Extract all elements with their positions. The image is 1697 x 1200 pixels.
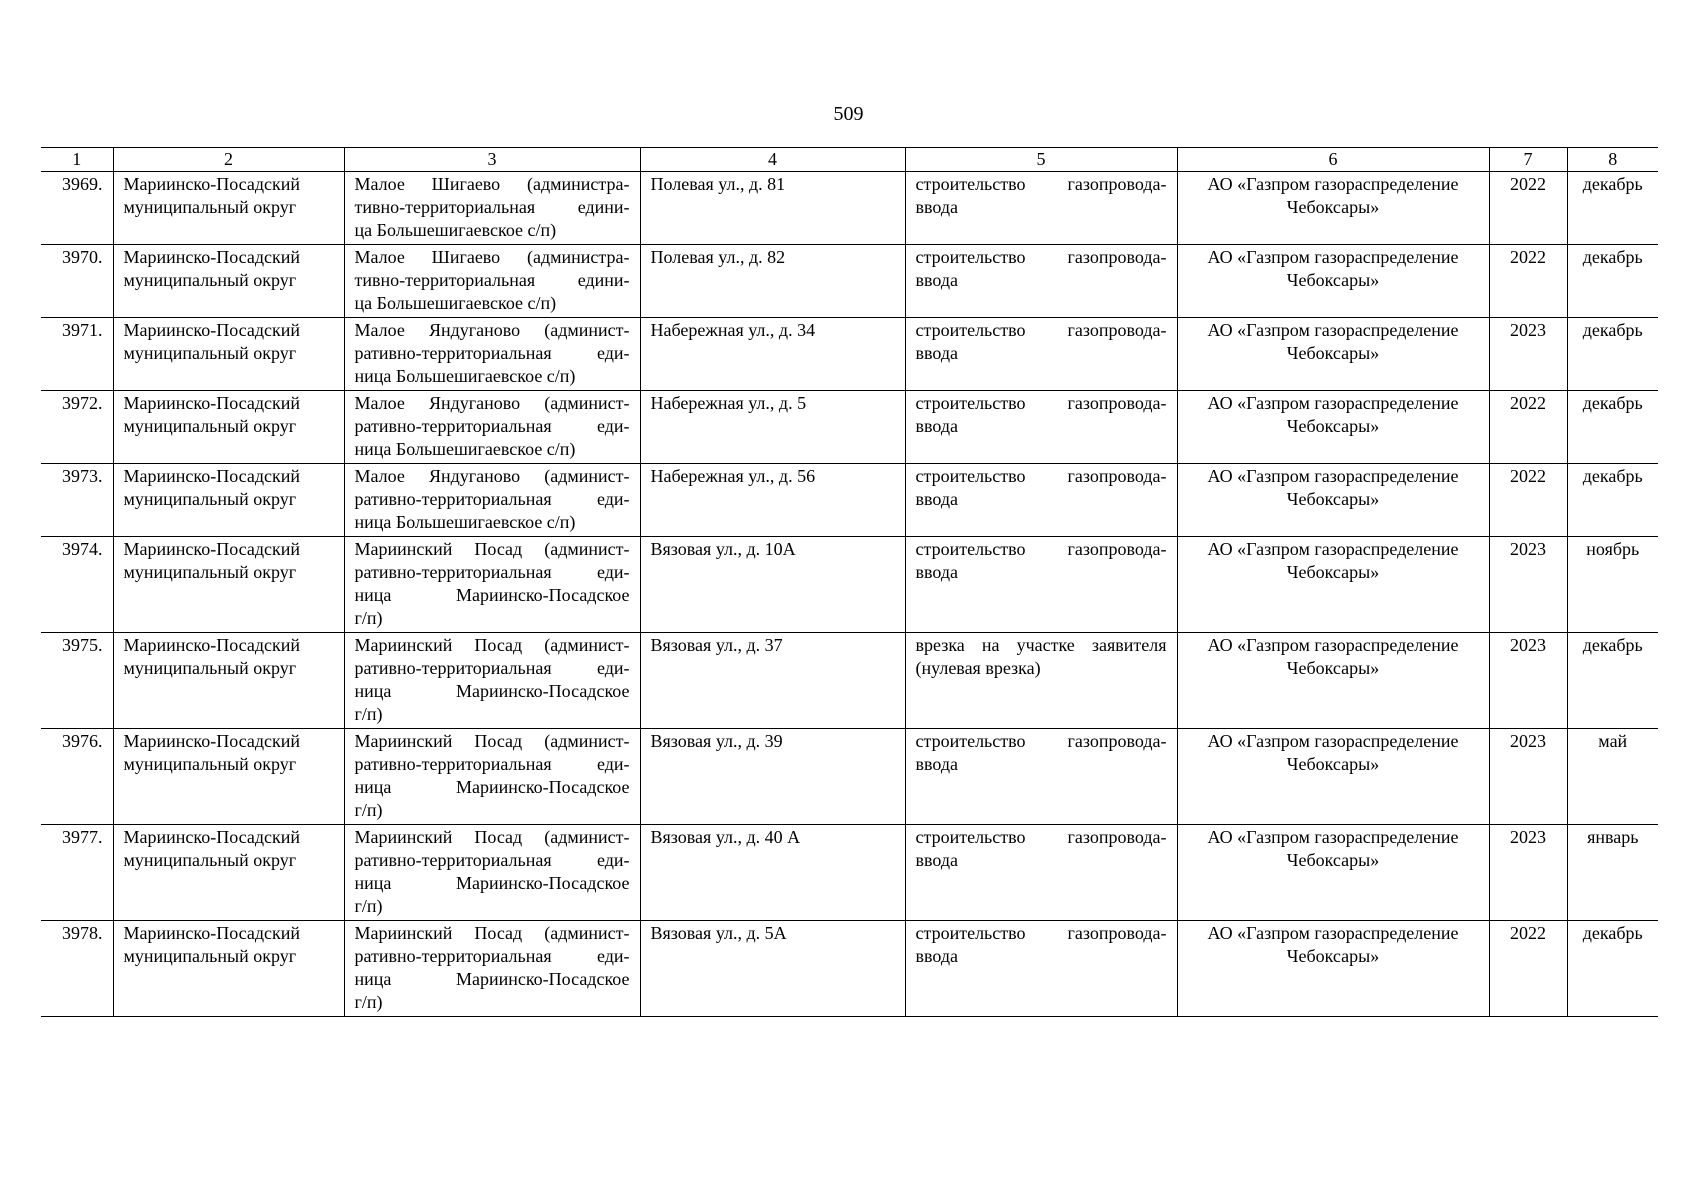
district-cell (113, 921, 344, 1017)
year-cell: 2023 (1489, 633, 1567, 729)
work-line: строительство газопровода- (915, 174, 1167, 194)
locality-cell (344, 245, 640, 318)
district-lines (124, 634, 334, 680)
row-number: 3976. (41, 729, 113, 825)
locality-lines (355, 538, 630, 630)
district-cell (113, 825, 344, 921)
month-cell: декабрь (1567, 172, 1658, 245)
address-cell: Вязовая ул., д. 39 (640, 729, 905, 825)
district-cell (113, 172, 344, 245)
work-line: строительство газопровода- (915, 247, 1167, 267)
district-line: Мариинско-Посадский (123, 393, 301, 413)
work-line: строительство газопровода- (915, 393, 1167, 413)
year-cell: 2023 (1489, 729, 1567, 825)
work-line: ввода (915, 850, 959, 870)
org-line: Чебоксары» (1286, 754, 1380, 774)
locality-line: ца Большешигаевское с/п) (354, 220, 557, 240)
column-header: 2 (113, 148, 344, 172)
locality-line: ница Мариинско-Посадское (354, 969, 630, 989)
gas-connection-table (41, 147, 1658, 1017)
district-line: муниципальный округ (123, 850, 297, 870)
district-lines (124, 730, 334, 776)
district-lines (124, 173, 334, 219)
work-line: строительство газопровода- (915, 320, 1167, 340)
work-lines (916, 634, 1167, 680)
locality-cell (344, 825, 640, 921)
work-line: ввода (915, 197, 959, 217)
org-line: АО «Газпром газораспределение (1207, 320, 1459, 340)
page-number: 509 (833, 103, 864, 125)
table-row (41, 537, 1658, 633)
address-cell: Вязовая ул., д. 5А (640, 921, 905, 1017)
district-line: Мариинско-Посадский (123, 539, 301, 559)
locality-lines (355, 730, 630, 822)
year-cell: 2022 (1489, 245, 1567, 318)
district-line: муниципальный округ (123, 754, 297, 774)
work-line: строительство газопровода- (915, 466, 1167, 486)
org-line: АО «Газпром газораспределение (1207, 393, 1459, 413)
district-line: Мариинско-Посадский (123, 827, 301, 847)
district-lines (124, 319, 334, 365)
address-cell: Набережная ул., д. 56 (640, 464, 905, 537)
district-line: муниципальный округ (123, 270, 297, 290)
locality-line: ница Большешигаевское с/п) (354, 439, 576, 459)
column-header: 4 (640, 148, 905, 172)
district-line: Мариинско-Посадский (123, 174, 301, 194)
table-row (41, 921, 1658, 1017)
work-line: ввода (915, 416, 959, 436)
org-line: Чебоксары» (1286, 343, 1380, 363)
year-cell: 2022 (1489, 172, 1567, 245)
district-lines (124, 826, 334, 872)
locality-line: ративно-территориальная еди- (354, 850, 630, 870)
locality-line: Малое Яндуганово (админист- (354, 320, 630, 340)
locality-line: ративно-территориальная еди- (354, 416, 630, 436)
org-line: АО «Газпром газораспределение (1207, 539, 1459, 559)
district-lines (124, 465, 334, 511)
work-lines (916, 538, 1167, 584)
address-cell: Вязовая ул., д. 40 А (640, 825, 905, 921)
work-line: ввода (915, 754, 959, 774)
org-lines (1188, 826, 1479, 872)
work-line: ввода (915, 946, 959, 966)
table-row (41, 633, 1658, 729)
row-number: 3972. (41, 391, 113, 464)
row-number: 3974. (41, 537, 113, 633)
column-header: 1 (41, 148, 113, 172)
work-line: строительство газопровода- (915, 923, 1167, 943)
org-line: АО «Газпром газораспределение (1207, 635, 1459, 655)
district-line: муниципальный округ (123, 416, 297, 436)
district-line: Мариинско-Посадский (123, 247, 301, 267)
table-row (41, 729, 1658, 825)
district-lines (124, 392, 334, 438)
locality-line: ница Мариинско-Посадское (354, 585, 630, 605)
locality-lines (355, 922, 630, 1014)
district-line: Мариинско-Посадский (123, 320, 301, 340)
work-type-cell (905, 921, 1177, 1017)
work-type-cell (905, 245, 1177, 318)
year-cell: 2023 (1489, 318, 1567, 391)
locality-cell (344, 537, 640, 633)
address-cell: Набережная ул., д. 34 (640, 318, 905, 391)
locality-line: г/п) (354, 992, 383, 1012)
locality-lines (355, 634, 630, 726)
organization-cell (1177, 921, 1489, 1017)
month-cell: декабрь (1567, 921, 1658, 1017)
district-lines (124, 538, 334, 584)
district-cell (113, 633, 344, 729)
work-type-cell (905, 729, 1177, 825)
work-lines (916, 319, 1167, 365)
row-number: 3970. (41, 245, 113, 318)
work-type-cell (905, 825, 1177, 921)
month-cell: декабрь (1567, 633, 1658, 729)
org-line: Чебоксары» (1286, 270, 1380, 290)
district-line: муниципальный округ (123, 343, 297, 363)
locality-line: ница Мариинско-Посадское (354, 777, 630, 797)
locality-line: тивно-территориальная едини- (354, 197, 630, 217)
locality-line: ница Мариинско-Посадское (354, 873, 630, 893)
org-lines (1188, 730, 1479, 776)
work-lines (916, 826, 1167, 872)
locality-line: г/п) (354, 608, 383, 628)
org-lines (1188, 173, 1479, 219)
org-line: Чебоксары» (1286, 658, 1380, 678)
locality-cell (344, 464, 640, 537)
org-lines (1188, 634, 1479, 680)
row-number: 3978. (41, 921, 113, 1017)
work-type-cell (905, 318, 1177, 391)
work-type-cell (905, 172, 1177, 245)
org-lines (1188, 922, 1479, 968)
locality-line: Мариинский Посад (админист- (354, 539, 630, 559)
locality-line: ница Большешигаевское с/п) (354, 366, 576, 386)
work-lines (916, 173, 1167, 219)
locality-line: Мариинский Посад (админист- (354, 827, 630, 847)
org-line: Чебоксары» (1286, 850, 1380, 870)
org-line: АО «Газпром газораспределение (1207, 466, 1459, 486)
locality-line: г/п) (354, 896, 383, 916)
org-lines (1188, 319, 1479, 365)
address-cell: Полевая ул., д. 81 (640, 172, 905, 245)
organization-cell (1177, 172, 1489, 245)
locality-line: ративно-территориальная еди- (354, 658, 630, 678)
locality-line: г/п) (354, 800, 383, 820)
locality-cell (344, 172, 640, 245)
row-number: 3975. (41, 633, 113, 729)
org-lines (1188, 465, 1479, 511)
organization-cell (1177, 318, 1489, 391)
month-cell: январь (1567, 825, 1658, 921)
district-line: муниципальный округ (123, 197, 297, 217)
year-cell: 2023 (1489, 537, 1567, 633)
district-cell (113, 245, 344, 318)
year-cell: 2022 (1489, 464, 1567, 537)
table-row (41, 464, 1658, 537)
locality-line: Мариинский Посад (админист- (354, 635, 630, 655)
table-row (41, 391, 1658, 464)
locality-line: г/п) (354, 704, 383, 724)
column-header: 5 (905, 148, 1177, 172)
locality-line: ница Большешигаевское с/п) (354, 512, 576, 532)
year-cell: 2023 (1489, 825, 1567, 921)
locality-cell (344, 318, 640, 391)
locality-line: Мариинский Посад (админист- (354, 731, 630, 751)
column-header: 7 (1489, 148, 1567, 172)
district-line: Мариинско-Посадский (123, 635, 301, 655)
organization-cell (1177, 391, 1489, 464)
locality-lines (355, 392, 630, 461)
column-header: 3 (344, 148, 640, 172)
org-line: Чебоксары» (1286, 946, 1380, 966)
work-type-cell (905, 633, 1177, 729)
work-lines (916, 465, 1167, 511)
district-cell (113, 391, 344, 464)
locality-lines (355, 465, 630, 534)
org-line: Чебоксары» (1286, 562, 1380, 582)
work-type-cell (905, 537, 1177, 633)
row-number: 3977. (41, 825, 113, 921)
work-lines (916, 922, 1167, 968)
org-line: АО «Газпром газораспределение (1207, 923, 1459, 943)
locality-line: Мариинский Посад (админист- (354, 923, 630, 943)
district-cell (113, 318, 344, 391)
organization-cell (1177, 245, 1489, 318)
work-type-cell (905, 391, 1177, 464)
locality-line: ница Мариинско-Посадское (354, 681, 630, 701)
year-cell: 2022 (1489, 391, 1567, 464)
table-body (41, 172, 1658, 1017)
address-cell: Полевая ул., д. 82 (640, 245, 905, 318)
locality-lines (355, 826, 630, 918)
org-line: Чебоксары» (1286, 197, 1380, 217)
locality-line: ративно-территориальная еди- (354, 946, 630, 966)
year-cell: 2022 (1489, 921, 1567, 1017)
organization-cell (1177, 729, 1489, 825)
organization-cell (1177, 825, 1489, 921)
work-line: строительство газопровода- (915, 731, 1167, 751)
locality-lines (355, 173, 630, 242)
work-line: ввода (915, 270, 959, 290)
month-cell: май (1567, 729, 1658, 825)
locality-lines (355, 246, 630, 315)
district-line: муниципальный округ (123, 489, 297, 509)
district-lines (124, 922, 334, 968)
column-header: 8 (1567, 148, 1658, 172)
org-lines (1188, 538, 1479, 584)
district-cell (113, 464, 344, 537)
locality-line: ца Большешигаевское с/п) (354, 293, 557, 313)
locality-lines (355, 319, 630, 388)
row-number: 3969. (41, 172, 113, 245)
locality-cell (344, 921, 640, 1017)
work-line: ввода (915, 343, 959, 363)
locality-line: Малое Шигаево (администра- (354, 247, 630, 267)
district-cell (113, 537, 344, 633)
table-row (41, 172, 1658, 245)
org-lines (1188, 246, 1479, 292)
locality-line: ративно-территориальная еди- (354, 489, 630, 509)
row-number: 3973. (41, 464, 113, 537)
work-line: строительство газопровода- (915, 827, 1167, 847)
table-row (41, 245, 1658, 318)
org-lines (1188, 392, 1479, 438)
org-line: АО «Газпром газораспределение (1207, 731, 1459, 751)
locality-line: ративно-территориальная еди- (354, 562, 630, 582)
work-line: строительство газопровода- (915, 539, 1167, 559)
district-lines (124, 246, 334, 292)
table-row (41, 825, 1658, 921)
district-line: муниципальный округ (123, 658, 297, 678)
work-line: врезка на участке заявителя (915, 635, 1167, 655)
district-cell (113, 729, 344, 825)
district-line: Мариинско-Посадский (123, 466, 301, 486)
locality-line: ративно-территориальная еди- (354, 343, 630, 363)
table-row (41, 318, 1658, 391)
month-cell: декабрь (1567, 245, 1658, 318)
locality-cell (344, 391, 640, 464)
locality-cell (344, 729, 640, 825)
locality-line: Малое Яндуганово (админист- (354, 466, 630, 486)
org-line: Чебоксары» (1286, 489, 1380, 509)
work-line: (нулевая врезка) (915, 658, 1041, 678)
locality-line: тивно-территориальная едини- (354, 270, 630, 290)
org-line: АО «Газпром газораспределение (1207, 247, 1459, 267)
locality-cell (344, 633, 640, 729)
org-line: АО «Газпром газораспределение (1207, 174, 1459, 194)
month-cell: ноябрь (1567, 537, 1658, 633)
table-header-row (41, 148, 1658, 172)
month-cell: декабрь (1567, 464, 1658, 537)
district-line: муниципальный округ (123, 946, 297, 966)
work-lines (916, 246, 1167, 292)
locality-line: Малое Яндуганово (админист- (354, 393, 630, 413)
column-header: 6 (1177, 148, 1489, 172)
district-line: Мариинско-Посадский (123, 731, 301, 751)
work-lines (916, 730, 1167, 776)
address-cell: Набережная ул., д. 5 (640, 391, 905, 464)
address-cell: Вязовая ул., д. 10А (640, 537, 905, 633)
work-type-cell (905, 464, 1177, 537)
work-lines (916, 392, 1167, 438)
org-line: Чебоксары» (1286, 416, 1380, 436)
district-line: Мариинско-Посадский (123, 923, 301, 943)
organization-cell (1177, 464, 1489, 537)
locality-line: ративно-территориальная еди- (354, 754, 630, 774)
month-cell: декабрь (1567, 391, 1658, 464)
org-line: АО «Газпром газораспределение (1207, 827, 1459, 847)
address-cell: Вязовая ул., д. 37 (640, 633, 905, 729)
work-line: ввода (915, 562, 959, 582)
work-line: ввода (915, 489, 959, 509)
organization-cell (1177, 633, 1489, 729)
month-cell: декабрь (1567, 318, 1658, 391)
row-number: 3971. (41, 318, 113, 391)
district-line: муниципальный округ (123, 562, 297, 582)
locality-line: Малое Шигаево (администра- (354, 174, 630, 194)
organization-cell (1177, 537, 1489, 633)
